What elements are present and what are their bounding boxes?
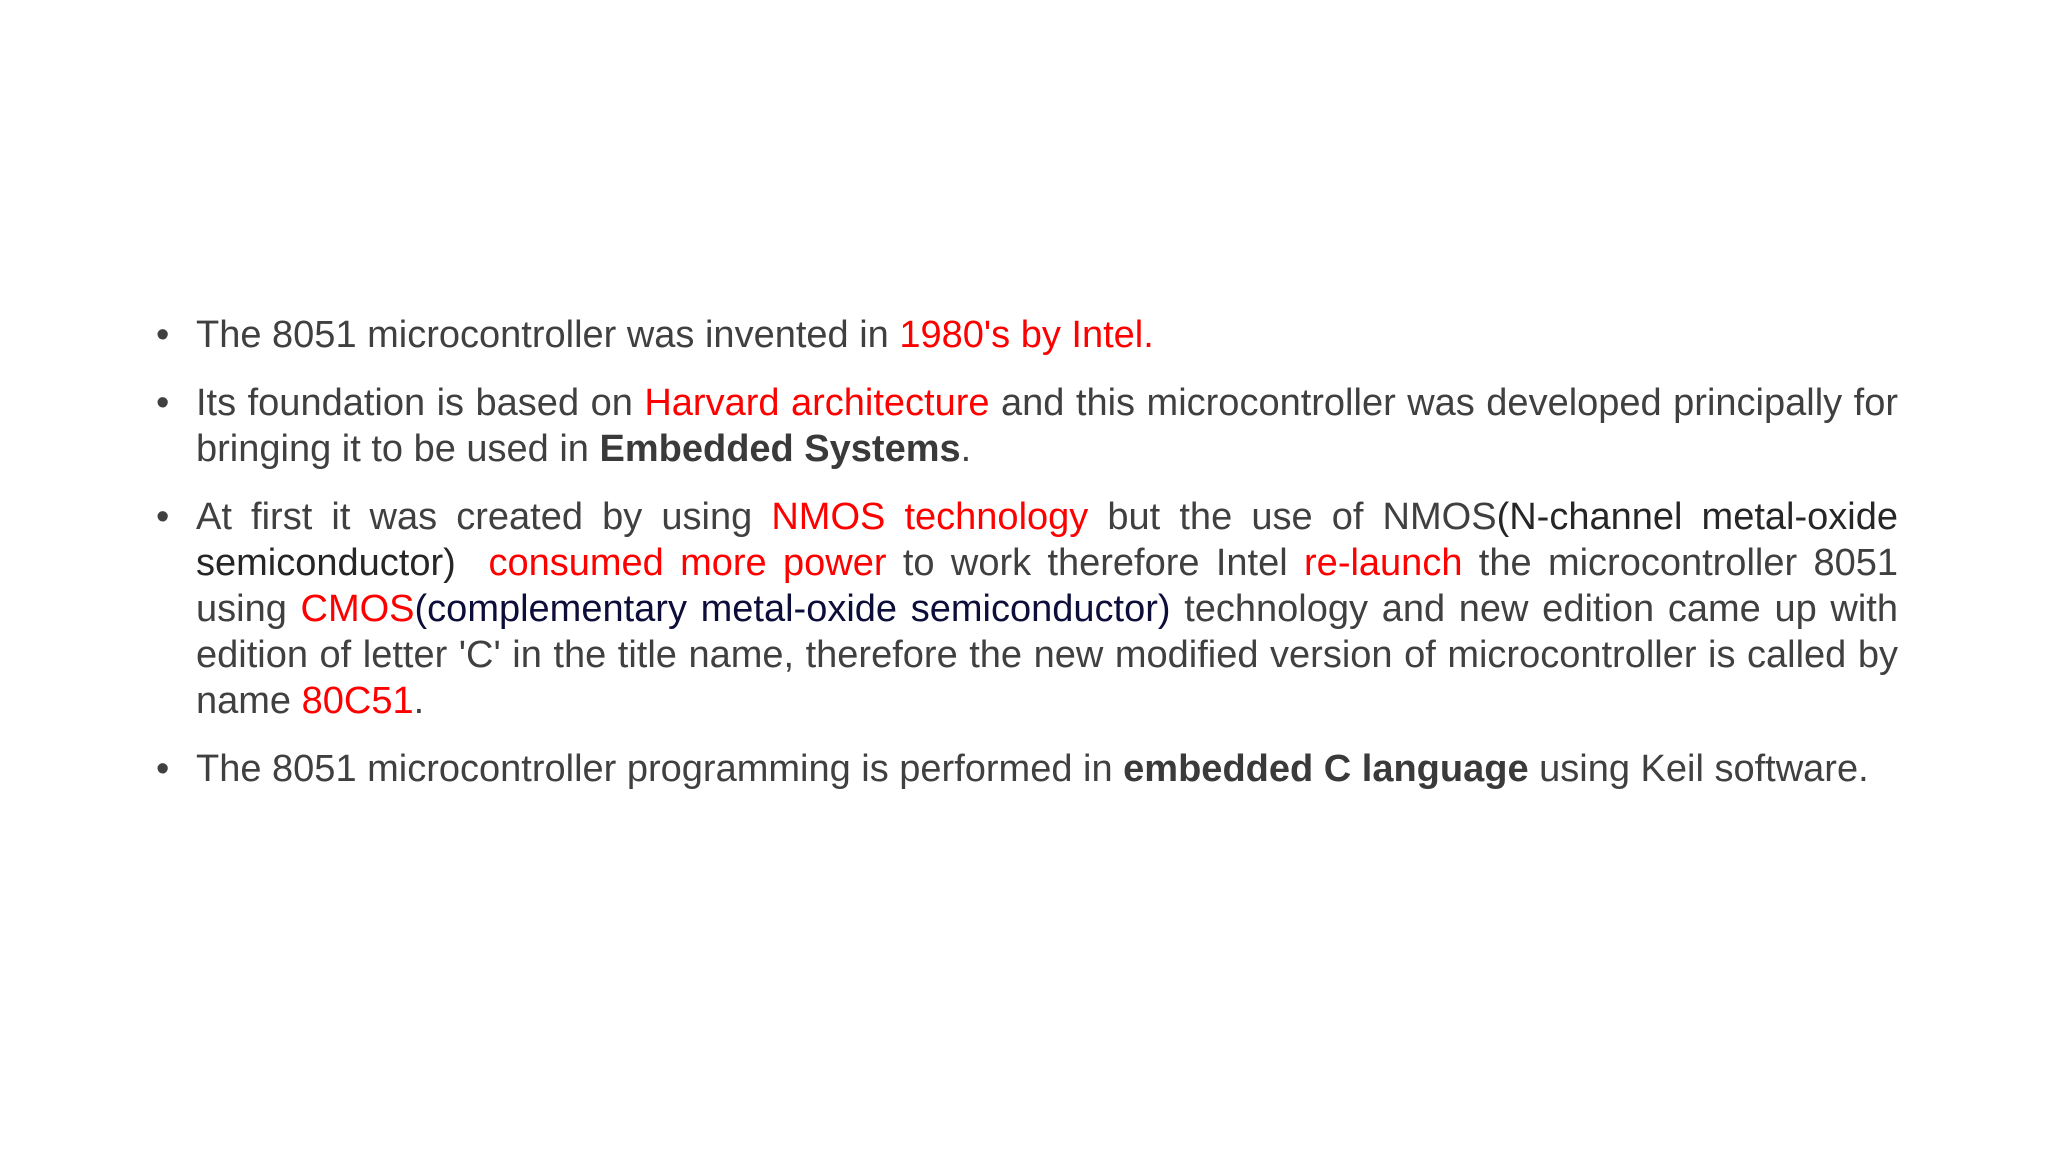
highlight-text: 80C51 xyxy=(301,680,414,722)
bullet-text xyxy=(456,542,489,584)
bullet-text: and this microcontroller was developed principally for bringing it to be used in xyxy=(196,382,1898,470)
bullet-text: . xyxy=(413,680,425,722)
bullet-item-invention xyxy=(150,312,1898,358)
highlight-text: Harvard architecture xyxy=(644,382,990,424)
bullet-text: the microcontroller 8051 using xyxy=(196,542,1898,630)
bullet-icon: • xyxy=(156,748,170,790)
highlight-text: CMOS xyxy=(300,588,415,630)
bullet-text: . xyxy=(960,428,972,470)
bullet-text: technology and new edition came up with edition of letter 'C' in the title name, therefore the new modified version of microcontroller is called by name xyxy=(196,588,1898,722)
bullet-icon: • xyxy=(156,382,170,424)
bullet-icon: • xyxy=(156,314,170,356)
highlight-text: consumed more power xyxy=(488,542,887,584)
cmos-definition: (complementary metal-oxide semiconductor) xyxy=(414,588,1171,630)
highlight-text: re-launch xyxy=(1304,542,1463,584)
bullet-item-technology xyxy=(150,494,1898,724)
highlight-text: NMOS technology xyxy=(771,496,1089,538)
bold-text: Embedded Systems xyxy=(599,428,961,470)
bullet-item-foundation xyxy=(150,380,1898,472)
bullet-text: At first it was created by using xyxy=(196,496,772,538)
bullet-icon: • xyxy=(156,496,170,538)
bullet-text: to work therefore Intel xyxy=(886,542,1305,584)
bullet-item-programming xyxy=(150,746,1898,792)
bullet-text: The 8051 microcontroller programming is performed in xyxy=(196,748,1124,790)
bullet-text: Its foundation is based on xyxy=(196,382,645,424)
highlight-text: 1980's by Intel. xyxy=(899,314,1154,356)
bold-text: embedded C language xyxy=(1123,748,1529,790)
bullet-text: using Keil software. xyxy=(1528,748,1869,790)
bullet-text: but the use of NMOS xyxy=(1088,496,1497,538)
bullet-text: The 8051 microcontroller was invented in xyxy=(196,314,900,356)
bullet-list xyxy=(150,312,1898,814)
nmos-definition: (N-channel metal-oxide semiconductor) xyxy=(196,496,1898,584)
